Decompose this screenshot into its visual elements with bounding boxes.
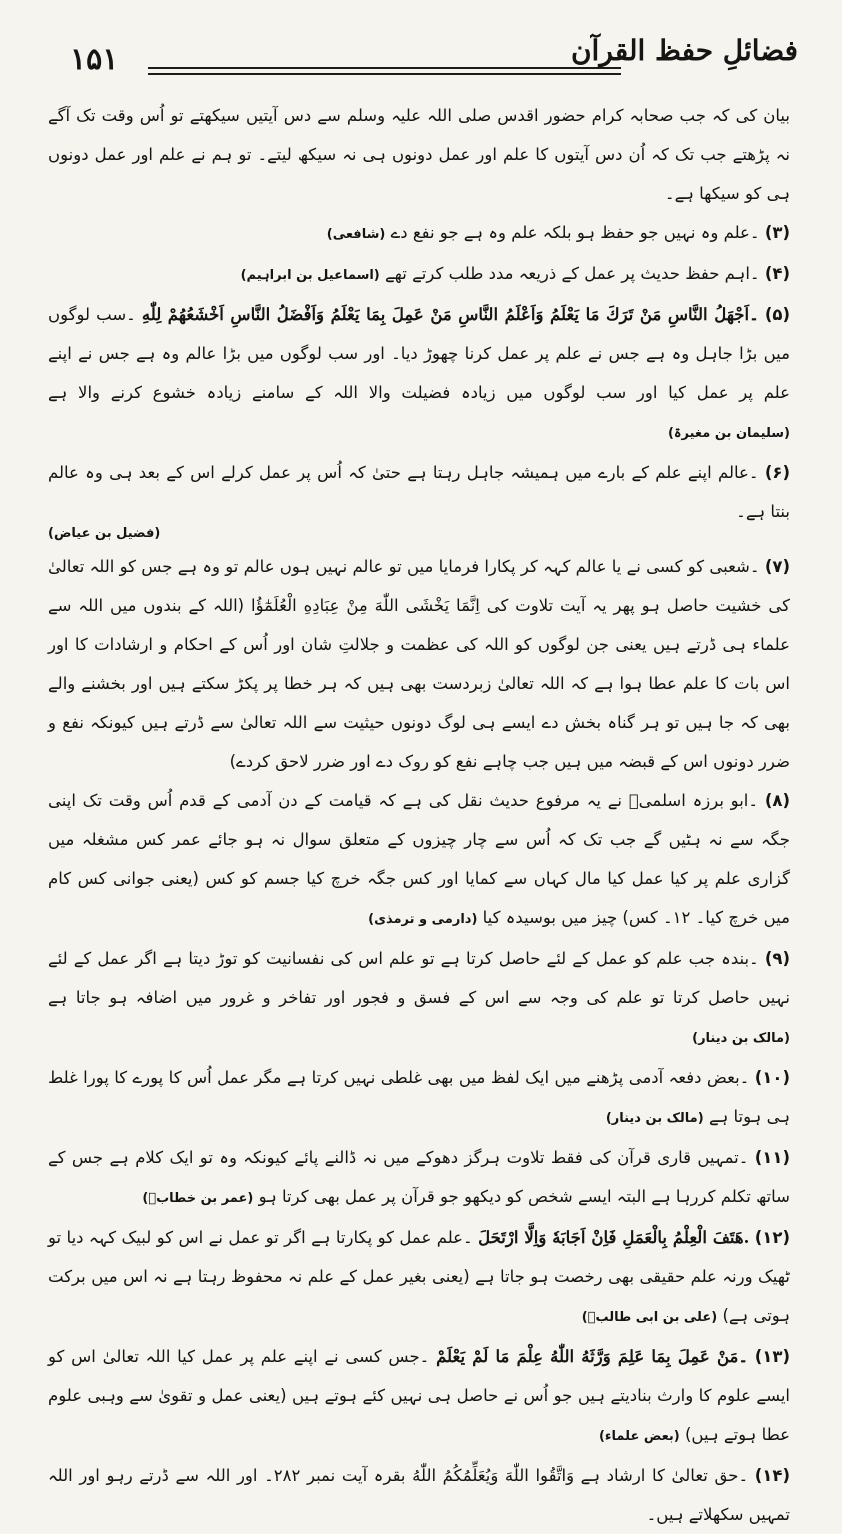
- saying-14: [48, 1456, 790, 1534]
- saying-8: [48, 781, 790, 939]
- saying-number: (۷): [764, 557, 790, 576]
- page-number: ۱۵۱: [70, 42, 119, 77]
- page-body: [48, 96, 791, 1524]
- saying-text: ۔عالم اپنے علم کے بارے میں ہمیشہ جاہل رہتا ہے حتیٰ کہ اُس پر عمل کرلے اس کے بعد ہی وہ عالم بنتا ہے۔: [48, 463, 790, 521]
- saying-6: [48, 453, 790, 531]
- saying-text: ۔حق تعالیٰ کا ارشاد ہے وَاتَّقُوا اللّٰهَ وَيُعَلِّمُكُمُ اللّٰهُ بقرہ آیت نمبر ۲۸۲۔ اور اللہ سے ڈرتے رہو اور اللہ تمہیں سکھلاتے ہیں۔: [48, 1466, 790, 1524]
- saying-number: (۱۴): [754, 1466, 790, 1485]
- saying-number: (۸): [764, 791, 790, 810]
- saying-3: [48, 213, 790, 254]
- saying-text: ۔اہم حفظ حدیث پر عمل کے ذریعہ مدد طلب کرتے تھے: [385, 264, 760, 283]
- saying-text: ۔جس کسی نے اپنے علم پر عمل کیا اللہ تعالیٰ اس کو ایسے علوم کا وارث بنادیتے ہیں جو اُس نے حاصل ہی نہیں کئے ہوتے ہیں (یعنی عمل و تقویٰ سے وہبی علوم عطا ہوتے ہیں): [48, 1347, 790, 1444]
- saying-13: [48, 1337, 790, 1456]
- saying-citation: (دارمی و ترمذی): [368, 912, 478, 927]
- saying-4: [48, 254, 790, 295]
- saying-text: ۔تمہیں قاری قرآن کی فقط تلاوت ہرگز دھوکے میں نہ ڈالنے پائے کیونکہ وہ تو ایک کلام ہے جس کے ساتھ تکلم کررہا ہے البتہ ایسے شخص کو دیکھو جو قرآن پر عمل بھی کرتا ہو: [48, 1148, 790, 1206]
- saying-9: [48, 939, 790, 1058]
- saying-number: (۱۲): [754, 1228, 790, 1247]
- saying-citation: (فضیل بن عیاض): [48, 526, 161, 541]
- saying-text: ۔علم عمل کو پکارتا ہے اگر تو عمل نے اس کو لبیک کہہ دیا تو ٹھیک ورنہ علم حقیقی بھی رخصت ہو جاتا ہے (یعنی بغیر عمل کے علم نہ محفوظ رہتا ہے نہ اس میں برکت ہوتی ہے): [48, 1228, 790, 1325]
- saying-number: (۶): [764, 463, 791, 482]
- saying-citation: (مالک بن دینار): [692, 1031, 790, 1046]
- saying-citation: (اسماعیل بن ابراہیم): [240, 268, 380, 283]
- saying-citation: (شافعی): [326, 227, 386, 242]
- saying-number: (۱۳): [754, 1347, 790, 1366]
- saying-text: ۔بندہ جب علم کو عمل کے لئے حاصل کرتا ہے تو علم اس کی نفسانیت کو توڑ دیتا ہے اگر عمل کے لئے نہیں حاصل کرتا تو علم کی وجہ سے اس کے فسق و فجور اور تفاخر و غرور میں اضافہ ہو جاتا ہے: [48, 949, 790, 1007]
- saying-citation: (علی بن ابی طالبؓ): [581, 1310, 718, 1325]
- saying-arabic: ۔مَنْ عَمِلَ بِمَا عَلِمَ وَرَّثَهُ اللّٰهُ عِلْمَ مَا لَمْ يَعْلَمْ: [436, 1347, 749, 1366]
- saying-text: ۔علم وہ نہیں جو حفظ ہو بلکہ علم وہ ہے جو نفع دے: [390, 223, 760, 242]
- saying-10: [48, 1058, 790, 1138]
- saying-number: (۱۱): [754, 1148, 790, 1167]
- saying-citation: (بعض علماء): [598, 1429, 680, 1444]
- saying-text: ۔بعض دفعہ آدمی پڑھنے میں ایک لفظ میں بھی غلطی نہیں کرتا ہے مگر عمل اُس کا پورے کا پورا غلط ہی ہوتا ہے: [48, 1068, 790, 1126]
- saying-number: (۴): [764, 264, 790, 283]
- saying-text: ۔ابو برزہ اسلمیؓ نے یہ مرفوع حدیث نقل کی ہے کہ قیامت کے دن آدمی کے قدم اُس وقت تک اپنی جگہ سے نہ ہٹیں گے جب تک کہ اُس سے چار چیزوں کے متعلق سوال نہ ہو جائے عمر کس مشغلہ میں گزاری علم پر کیا عمل کیا مال کہاں سے کمایا اور کس جگہ خرچ کیا جسم کو کس (یعنی جوانی کس کام میں خرچ کیا۔ ۱۲۔ کس) چیز میں بوسیدہ کیا: [48, 791, 790, 927]
- saying-12: [48, 1218, 790, 1337]
- saying-arabic: .هَتَفَ الْعِلْمُ بِالْعَمَلِ فَاِنْ اَجَابَهٗ وَاِلَّا ارْتَحَلَ: [478, 1228, 750, 1247]
- saying-text: ۔شعبی کو کسی نے یا عالم کہہ کر پکارا فرمایا میں تو عالم نہیں ہوں عالم تو وہ ہے جس کو اللہ تعالیٰ کی خشیت حاصل ہو پھر یہ آیت تلاوت کی اِنَّمَا يَخْشَى اللّٰهَ مِنْ عِبَادِهِ الْعُلَمٰٓؤُا (اللہ کے بندوں میں اللہ سے علماء ہی ڈرتے ہیں یعنی جن لوگوں کو اللہ کی عظمت و جلالتِ شان اور اُس کے احکام و ارشادات کا اور اس بات کا علم عطا ہوا ہے کہ اللہ تعالیٰ زبردست بھی ہیں کہ ہر خطا پر پکڑ سکتے ہیں اور بخشنے والے بھی کہ جا ہیں تو ہر گناہ بخش دے ایسے ہی لوگ دونوں حیثیت سے اللہ تعالیٰ سے ڈرتے ہیں کیونکہ نفع و ضرر دونوں اس کے قبضہ میں ہیں جب چاہے نفع کو روک دے اور ضرر لاحق کردے): [48, 557, 790, 771]
- saying-arabic: ۔اَجْهَلُ النَّاسِ مَنْ تَرَكَ مَا يَعْلَمُ وَاَعْلَمُ النَّاسِ مَنْ عَمِلَ بِمَا يَعْلَمُ وَاَفْضَلُ النَّاسِ اَخْشَعُهُمْ لِلّٰهِ: [141, 305, 759, 324]
- saying-number: (۵): [764, 305, 790, 324]
- saying-text: ۔سب لوگوں میں بڑا جاہل وہ ہے جس نے علم پر عمل کرنا چھوڑ دیا۔ اور سب لوگوں میں بڑا عالم وہ ہے جس نے اپنے علم پر عمل کیا اور سب لوگوں میں زیادہ فضیلت والا اللہ کے سامنے زیادہ خشوع کرنے والا ہے: [48, 305, 790, 402]
- saying-number: (۱۰): [754, 1068, 790, 1087]
- saying-number: (۳): [764, 223, 790, 242]
- saying-5: [48, 295, 790, 453]
- saying-citation: (عمر بن خطابؓ): [142, 1191, 254, 1206]
- book-title: فضائلِ حفظ القرآن: [570, 34, 798, 67]
- saying-7: [48, 547, 790, 781]
- header-rule-top: [148, 67, 621, 69]
- saying-11: [48, 1138, 790, 1218]
- intro-paragraph: بیان کی کہ جب صحابہ کرام حضور اقدس صلی اللہ علیہ وسلم سے دس آیتیں سیکھتے تو اُس وقت تک آگے نہ پڑھتے جب تک کہ اُن دس آیتوں کا علم اور عمل دونوں ہی نہ سیکھ لیتے۔ تو ہم نے علم اور عمل دونوں ہی کو سیکھا ہے۔: [48, 106, 790, 203]
- saying-citation: (مالک بن دینار): [605, 1111, 704, 1126]
- header-rule-bottom: [148, 73, 621, 75]
- saying-number: (۹): [764, 949, 790, 968]
- page-header: [60, 28, 806, 98]
- saying-citation: (سلیمان بن مغیرۃ): [667, 426, 790, 441]
